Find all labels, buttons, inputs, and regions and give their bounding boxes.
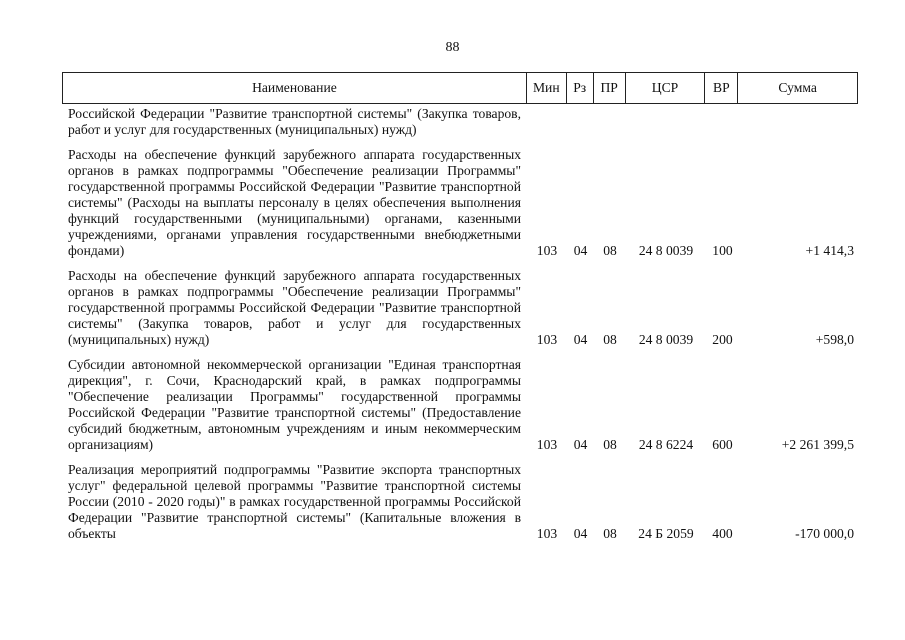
row-sum: -170 000,0 (795, 526, 854, 541)
table-row (62, 106, 858, 138)
row-pr: 08 (603, 332, 617, 347)
header-pr: ПР (594, 73, 626, 103)
row-vr: 400 (712, 526, 733, 541)
page-number: 88 (445, 40, 460, 55)
row-min: 103 (536, 437, 558, 452)
table-row (62, 462, 858, 542)
row-sum: +598,0 (815, 332, 854, 347)
budget-table (62, 72, 858, 542)
row-name: Субсидии автономной некоммерческой организации "Единая транспортная дирекция", г. Сочи, Краснодарский край, в рамках подпрограммы "Обеспечение реализации Программы" государственной программы Российской Федерации "Развитие транспортной системы" (Предоставление субсидий бюджетным, автономным учреждениям и иным некоммерческим организациям) (68, 357, 521, 452)
header-rz: Рз (567, 73, 594, 103)
row-min: 103 (536, 243, 558, 258)
header-sum: Сумма (778, 80, 817, 95)
row-min: 103 (536, 526, 558, 541)
row-csr: 24 8 0039 (638, 332, 694, 347)
header-name: Наименование (63, 73, 527, 103)
header-csr: ЦСР (626, 73, 706, 103)
row-rz: 04 (573, 526, 588, 541)
row-pr: 08 (603, 437, 617, 452)
table-row (62, 147, 858, 259)
header-min: Мин (527, 73, 567, 103)
row-name: Расходы на обеспечение функций зарубежного аппарата государственных органов в рамках подпрограммы "Обеспечение реализации Программы" государственной программы Российской Федерации "Развитие транспортной системы" (Закупка товаров, работ и услуг для государственных (муниципальных) нужд) (68, 268, 521, 347)
row-name: Реализация мероприятий подпрограммы "Развитие экспорта транспортных услуг" федеральной целевой программы "Развитие транспортной системы России (2010 - 2020 годы)" в рамках государственной программы Российской Федерации "Развитие транспортной системы" (Капитальные вложения в объекты (68, 462, 521, 541)
table-header (62, 72, 858, 104)
row-rz: 04 (573, 243, 588, 258)
header-vr: ВР (705, 73, 738, 103)
row-vr: 100 (712, 243, 733, 258)
table-row (62, 357, 858, 453)
table-row (62, 268, 858, 348)
row-csr: 24 8 0039 (638, 243, 694, 258)
row-pr: 08 (603, 526, 617, 541)
row-vr: 200 (712, 332, 733, 347)
row-csr: 24 Б 2059 (638, 526, 694, 541)
row-sum: +1 414,3 (805, 243, 854, 258)
row-name: Расходы на обеспечение функций зарубежного аппарата государственных органов в рамках подпрограммы "Обеспечение реализации Программы" государственной программы Российской Федерации "Развитие транспортной системы" (Расходы на выплаты персоналу в целях обеспечения выполнения функций государственными (муниципальными) органами, казенными учреждениями, органами управления государственными внебюджетными фондами) (68, 147, 521, 258)
row-rz: 04 (573, 437, 588, 452)
row-name: Российской Федерации "Развитие транспортной системы" (Закупка товаров, работ и услуг для государственных (муниципальных) нужд) (68, 106, 521, 137)
row-vr: 600 (712, 437, 733, 452)
row-sum: +2 261 399,5 (781, 437, 854, 452)
row-csr: 24 8 6224 (638, 437, 694, 452)
row-min: 103 (536, 332, 558, 347)
row-rz: 04 (573, 332, 588, 347)
row-pr: 08 (603, 243, 617, 258)
